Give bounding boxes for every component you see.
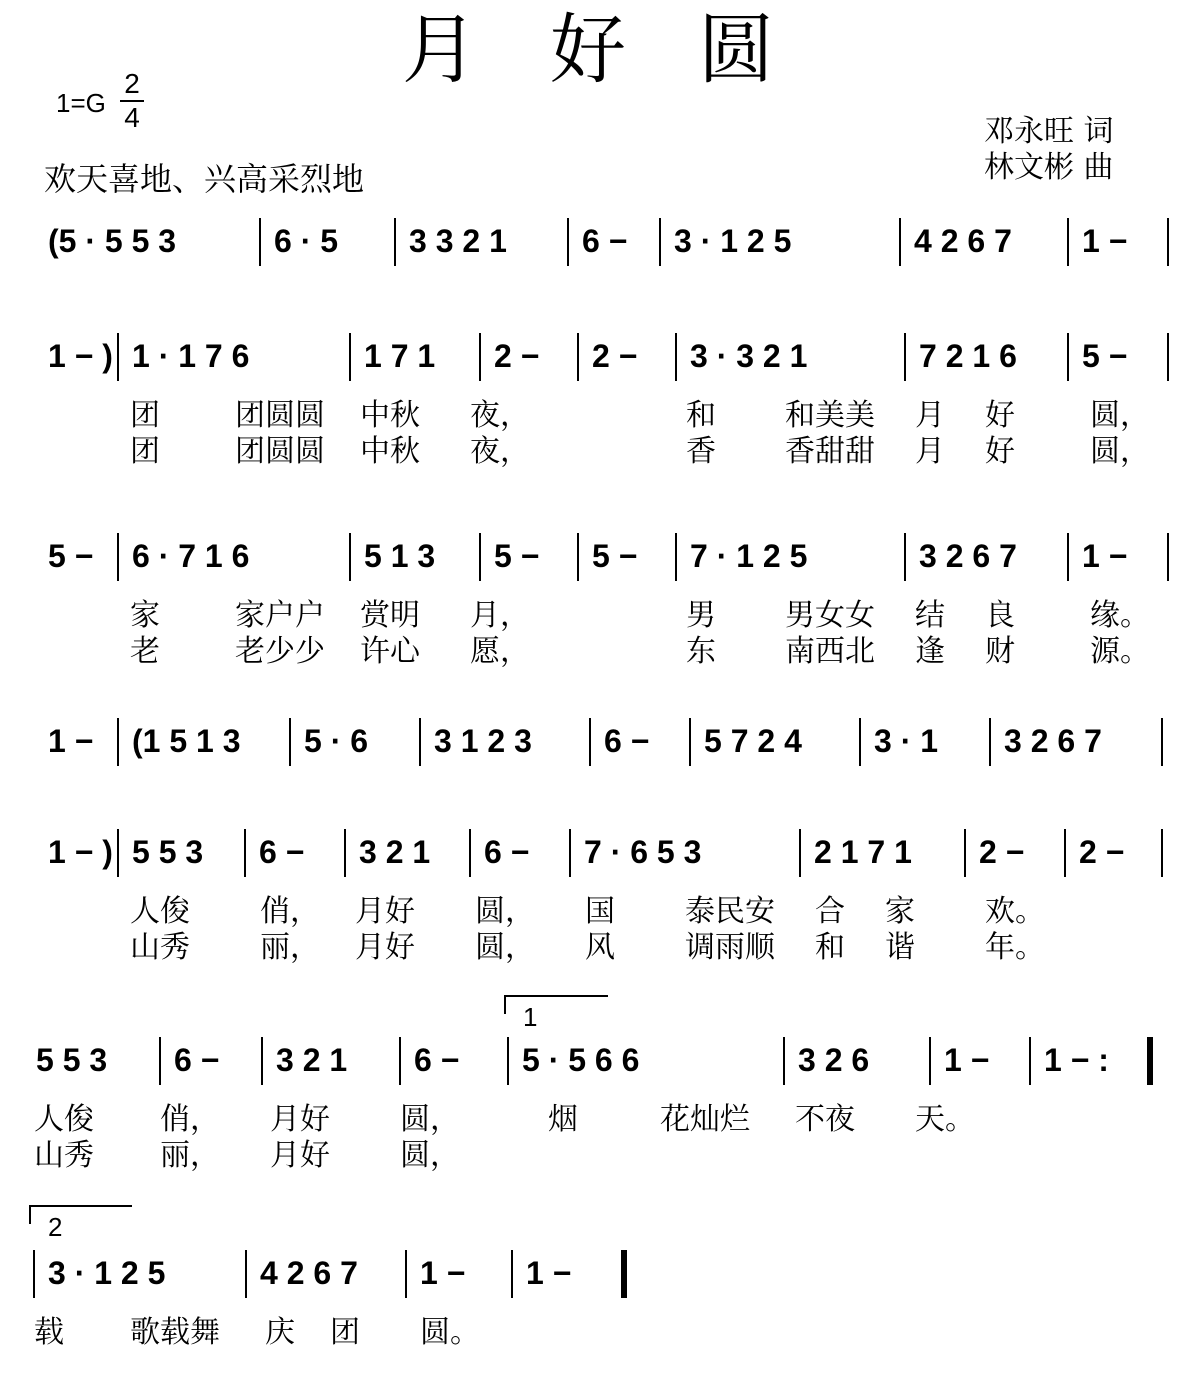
measure: 3 · 1: [874, 723, 939, 759]
measure: 2 −: [494, 338, 540, 374]
lyricist-credit: 邓永旺 词: [984, 114, 1114, 149]
lyric-word: 和: [815, 930, 845, 965]
lyric-word: 人俊: [130, 894, 190, 929]
measure: 5 −: [1082, 338, 1128, 374]
lyric-word: 团: [130, 434, 160, 469]
lyric-word: 月，: [470, 598, 530, 633]
measure: 1 −: [420, 1255, 466, 1291]
measure: 1 −: [48, 723, 94, 759]
measure: 1 7 1: [364, 338, 436, 374]
lyric-word: 香甜甜: [785, 434, 875, 469]
volta-bracket: [505, 996, 608, 1014]
measure: 2 −: [979, 834, 1025, 870]
measure: 5 −: [592, 538, 638, 574]
lyric-word: 歌载舞: [130, 1315, 220, 1350]
lyric-word: 老少少: [235, 634, 325, 669]
measure: 5 5 3: [36, 1042, 108, 1078]
measure: 6 −: [174, 1042, 220, 1078]
lyric-word: 不夜: [795, 1102, 855, 1137]
lyric-word: 家: [885, 894, 915, 929]
lyric-word: 庆: [265, 1315, 295, 1350]
lyric-word: 欢。: [985, 894, 1045, 929]
lyric-word: 圆，: [1090, 398, 1150, 433]
measure: 3 · 3 2 1: [690, 338, 808, 374]
lyric-word: 俏，: [260, 894, 320, 929]
lyric-word: 圆。: [420, 1315, 480, 1350]
measure: 2 1 7 1: [814, 834, 912, 870]
lyric-word: 圆，: [475, 930, 535, 965]
lyric-word: 男: [686, 598, 716, 633]
measure: 1 −: [526, 1255, 572, 1291]
lyric-word: 圆，: [475, 894, 535, 929]
measure: 3 2 6 7: [919, 538, 1017, 574]
lyric-word: 圆，: [1090, 434, 1150, 469]
volta-bracket: [30, 1206, 132, 1224]
measure: 1 − ): [48, 338, 113, 374]
measure: 7 · 6 5 3: [584, 834, 702, 870]
measure: 5 −: [48, 538, 94, 574]
lyric-word: 财: [985, 634, 1015, 669]
measure: 3 2 6 7: [1004, 723, 1102, 759]
lyric-word: 国: [585, 894, 615, 929]
key-signature: 1=G: [56, 88, 106, 118]
measure: 4 2 6 7: [914, 223, 1012, 259]
lyric-word: 圆，: [400, 1102, 460, 1137]
lyric-word: 好: [985, 398, 1015, 433]
lyric-word: 月好: [355, 894, 415, 929]
measure: 1 −: [944, 1042, 990, 1078]
lyric-word: 丽，: [260, 930, 320, 965]
time-signature-bottom: 4: [124, 102, 140, 133]
lyric-word: 家: [130, 598, 160, 633]
lyric-word: 赏明: [360, 598, 420, 633]
song-title: 月 好 圆: [401, 5, 799, 94]
measure: 5 7 2 4: [704, 723, 802, 759]
lyric-word: 俏，: [160, 1102, 220, 1137]
measure: (5 · 5 5 3: [48, 223, 177, 259]
measure: 7 · 1 2 5: [690, 538, 808, 574]
lyric-word: 人俊: [34, 1102, 94, 1137]
lyric-word: 合: [815, 894, 845, 929]
measure: 3 2 1: [359, 834, 431, 870]
measure: 3 2 1: [276, 1042, 348, 1078]
measure: 6 −: [582, 223, 628, 259]
lyric-word: 香: [686, 434, 716, 469]
lyric-word: 烟: [548, 1102, 578, 1137]
lyric-word: 愿，: [470, 634, 530, 669]
lyric-word: 丽，: [160, 1138, 220, 1173]
lyric-word: 月好: [270, 1138, 330, 1173]
lyric-word: 夜，: [470, 398, 530, 433]
measure: 6 −: [414, 1042, 460, 1078]
lyric-word: 花灿烂: [660, 1102, 750, 1137]
lyric-word: 月好: [270, 1102, 330, 1137]
measure: 7 2 1 6: [919, 338, 1017, 374]
lyric-word: 天。: [915, 1102, 975, 1137]
measure: 1 −: [1082, 538, 1128, 574]
lyric-word: 结: [915, 598, 945, 633]
measure: 3 · 1 2 5: [48, 1255, 166, 1291]
measure: 1 −: [1082, 223, 1128, 259]
lyric-word: 山秀: [34, 1138, 94, 1173]
lyric-word: 调雨顺: [685, 930, 775, 965]
lyric-word: 山秀: [130, 930, 190, 965]
measure: 5 −: [494, 538, 540, 574]
volta-number: 1: [523, 1002, 538, 1032]
measure: 6 · 5: [274, 223, 339, 259]
lyric-word: 好: [985, 434, 1015, 469]
time-signature-top: 2: [124, 68, 140, 99]
measure: 1 · 1 7 6: [132, 338, 250, 374]
measure: 3 2 6: [798, 1042, 870, 1078]
measure: 6 −: [484, 834, 530, 870]
lyric-word: 和: [686, 398, 716, 433]
lyric-word: 老: [130, 634, 160, 669]
measure: 5 1 3: [364, 538, 436, 574]
lyric-word: 源。: [1090, 634, 1150, 669]
measure: 5 5 3: [132, 834, 204, 870]
lyric-word: 月: [915, 398, 945, 433]
lyric-word: 夜，: [470, 434, 530, 469]
measure: 6 −: [604, 723, 650, 759]
lyric-word: 逢: [915, 634, 945, 669]
lyric-word: 载: [34, 1315, 64, 1350]
measure: 1 − ): [48, 834, 113, 870]
measure: 5 · 6: [304, 723, 369, 759]
measure: 6 −: [259, 834, 305, 870]
lyric-word: 良: [985, 598, 1015, 633]
tempo-marking: 欢天喜地、兴高采烈地: [44, 160, 365, 198]
lyric-word: 年。: [985, 930, 1045, 965]
lyric-word: 和美美: [785, 398, 875, 433]
lyric-word: 家户户: [235, 598, 325, 633]
measure: 5 · 5 6 6: [522, 1042, 640, 1078]
measure: 4 2 6 7: [260, 1255, 358, 1291]
measure: 2 −: [592, 338, 638, 374]
lyric-word: 团: [330, 1315, 360, 1350]
measure: 1 − :: [1044, 1042, 1109, 1078]
lyric-word: 泰民安: [685, 894, 775, 929]
lyric-word: 中秋: [360, 434, 420, 469]
lyric-word: 东: [686, 634, 716, 669]
measure: 3 1 2 3: [434, 723, 532, 759]
lyric-word: 南西北: [785, 634, 875, 669]
lyric-word: 圆，: [400, 1138, 460, 1173]
lyric-word: 月: [915, 434, 945, 469]
lyric-word: 风: [585, 930, 615, 965]
measure: 3 3 2 1: [409, 223, 507, 259]
measure: 6 · 7 1 6: [132, 538, 250, 574]
measure: 3 · 1 2 5: [674, 223, 792, 259]
lyric-word: 团: [130, 398, 160, 433]
volta-number: 2: [48, 1212, 63, 1242]
composer-credit: 林文彬 曲: [984, 150, 1114, 185]
lyric-word: 谐: [885, 930, 915, 965]
lyric-word: 团圆圆: [235, 398, 325, 433]
measure: 2 −: [1079, 834, 1125, 870]
lyric-word: 男女女: [785, 598, 875, 633]
lyric-word: 月好: [355, 930, 415, 965]
lyric-word: 团圆圆: [235, 434, 325, 469]
lyric-word: 许心: [360, 634, 420, 669]
measure: (1 5 1 3: [132, 723, 241, 759]
lyric-word: 缘。: [1090, 598, 1150, 633]
lyric-word: 中秋: [360, 398, 420, 433]
